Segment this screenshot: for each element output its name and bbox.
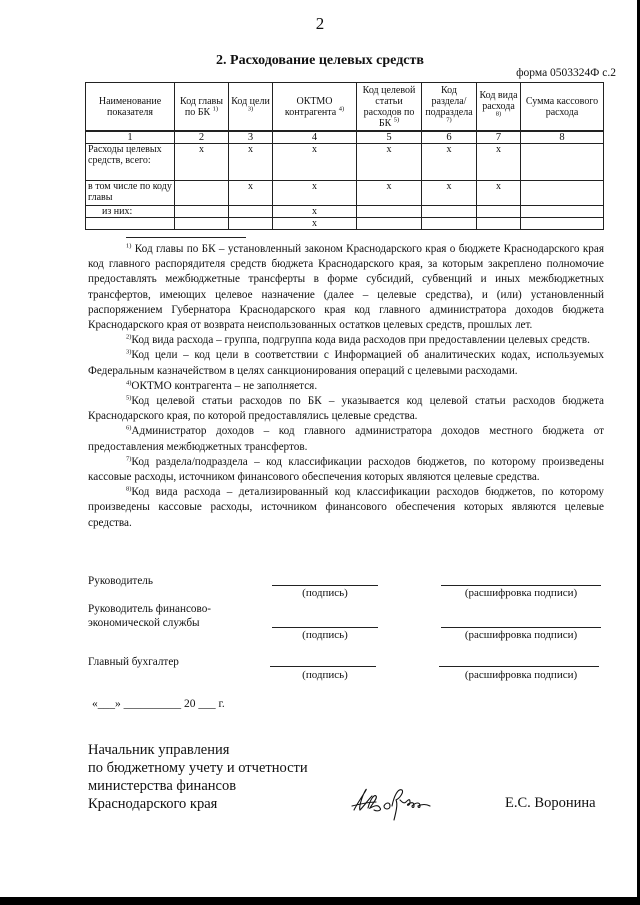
decoding-caption: (расшифровка подписи)	[464, 669, 578, 681]
header-cell: Сумма кассового расхода	[521, 83, 604, 132]
table-cell	[175, 206, 229, 218]
column-number: 1	[86, 131, 175, 144]
footnote-7: $^{7)}$Код раздела/подраздела – код классификации расходов бюджетов, по которому произведены кассовые расходы, источником финансового обеспечения которых являются целевые средства.	[88, 455, 604, 484]
table-cell	[422, 206, 477, 218]
table-cell: x	[477, 181, 521, 206]
footnote-3: $^{3)}$Код цели – код цели в соответствии с Информацией об аналитических кодах, используемых Федеральным казначейством в целях санкционирования операций с целевыми расходами.	[88, 348, 604, 377]
table-cell: x	[357, 181, 422, 206]
head-label: Руководитель	[88, 575, 153, 587]
finance-head-label-2: экономической службы	[88, 617, 200, 629]
table-cell	[477, 206, 521, 218]
column-number: 4	[273, 131, 357, 144]
chief-accountant-label: Главный бухгалтер	[88, 656, 179, 668]
footnote-5: $^{5)}$Код целевой статьи расходов по БК – указывается код целевой статьи расходов бюджета Краснодарского края, по которой предоставлялись целевые средства.	[88, 394, 604, 423]
table-cell: x	[229, 181, 273, 206]
approval-line: министерства финансов	[88, 778, 237, 794]
header-cell: Код вида расхода $^{8)}$	[477, 83, 521, 132]
head-decoding-line[interactable]	[441, 585, 601, 586]
column-number: 2	[175, 131, 229, 144]
row-label: Расходы целевых средств, всего:	[86, 144, 175, 181]
header-cell: Код целевой статьи расходов по БК $^{5)}$	[357, 83, 422, 132]
signature-caption: (подпись)	[302, 669, 348, 681]
table-cell	[477, 218, 521, 230]
signature-caption: (подпись)	[302, 587, 348, 599]
decoding-caption: (расшифровка подписи)	[464, 587, 578, 599]
table-cell	[521, 181, 604, 206]
section-title: 2. Расходование целевых средств	[216, 53, 424, 68]
table-row	[86, 206, 604, 218]
signature-caption: (подпись)	[302, 629, 348, 641]
form-code: форма 0503324Ф с.2	[516, 67, 616, 79]
signatory-name: Е.С. Воронина	[505, 795, 596, 811]
column-number: 6	[422, 131, 477, 144]
column-number-row	[86, 131, 604, 144]
approval-line: по бюджетному учету и отчетности	[88, 760, 308, 776]
table-row	[86, 144, 604, 181]
footnote-6: $^{6)}$Администратор доходов – код главного администратора доходов местного бюджета от предоставления межбюджетных трансфертов.	[88, 424, 604, 453]
table-cell	[229, 206, 273, 218]
header-cell: Код цели $^{3)}$	[229, 83, 273, 132]
expenditure-table	[85, 82, 604, 230]
scan-edge-bottom	[0, 897, 640, 905]
row-label: из них:	[86, 206, 175, 218]
footnotes	[88, 242, 604, 531]
column-number: 3	[229, 131, 273, 144]
page-number: 2	[315, 14, 325, 33]
date-line: «___» __________ 20 ___ г.	[92, 698, 225, 710]
finance-head-label-1: Руководитель финансово-	[88, 603, 212, 615]
footnote-8: $^{8)}$Код вида расхода – детализированный код классификации расходов бюджетов, по которому произведены кассовые расходы, источником финансового обеспечения которых являются целевые средства.	[88, 485, 604, 529]
chief-accountant-signature-line[interactable]	[270, 666, 376, 667]
table-cell: x	[273, 218, 357, 230]
table-cell	[521, 206, 604, 218]
finance-head-signature-line[interactable]	[272, 627, 378, 628]
header-cell: Код главы по БК $^{1)}$	[175, 83, 229, 132]
header-cell: Код раздела/ подраздела $^{7)}$	[422, 83, 477, 132]
table-cell	[229, 218, 273, 230]
column-number: 8	[521, 131, 604, 144]
header-cell: ОКТМО контрагента $^{4)}$	[273, 83, 357, 132]
table-cell	[357, 218, 422, 230]
table-cell: x	[273, 206, 357, 218]
table-cell	[521, 144, 604, 181]
chief-accountant-decoding-line[interactable]	[439, 666, 599, 667]
table-cell: x	[175, 144, 229, 181]
table-cell: x	[422, 144, 477, 181]
header-cell: Наименование показателя	[86, 83, 175, 132]
column-number: 5	[357, 131, 422, 144]
approval-line: Начальник управления	[88, 742, 230, 758]
footnote-separator	[126, 237, 246, 238]
row-label	[86, 218, 175, 230]
table-cell: x	[229, 144, 273, 181]
column-number: 7	[477, 131, 521, 144]
decoding-caption: (расшифровка подписи)	[464, 629, 578, 641]
finance-head-decoding-line[interactable]	[441, 627, 601, 628]
row-label: в том числе по коду главы	[86, 181, 175, 206]
table-row	[86, 218, 604, 230]
table-cell	[521, 218, 604, 230]
table-cell	[422, 218, 477, 230]
table-cell: x	[422, 181, 477, 206]
table-cell: x	[273, 181, 357, 206]
table-cell: x	[357, 144, 422, 181]
handwritten-signature-icon	[350, 780, 440, 829]
table-cell: x	[273, 144, 357, 181]
footnote-2: $^{2)}$Код вида расхода – группа, подгруппа кода вида расходов при предоставлении целевых средств.	[126, 333, 590, 347]
table-row	[86, 181, 604, 206]
approval-block	[88, 741, 308, 813]
approval-line: Краснодарского края	[88, 796, 218, 812]
table-cell	[175, 181, 229, 206]
table-cell: x	[477, 144, 521, 181]
table-cell	[357, 206, 422, 218]
table-header-row	[86, 83, 604, 132]
footnote-4: $^{4)}$ОКТМО контрагента – не заполняется.	[126, 379, 318, 392]
table-cell	[175, 218, 229, 230]
footnote-1: $^{1)}$ Код главы по БК – установленный законом Краснодарского края о бюджете Краснодарского края код главного распорядителя средств бюджета Краснодарского края, за которым закреплено полномочие предоставлять межбюджетные трансферты в форме субсидий, субвенций и иных межбюджетных трансфертов, имеющих целевое назначение (далее – целевые средства), и (или) установленный распоряжением Губернатора Краснодарского края код главного администратора доходов бюджета Краснодарского края от возврата неиспользованных остатков целевых средств, прошлых лет.	[88, 242, 604, 332]
head-signature-line[interactable]	[272, 585, 378, 586]
